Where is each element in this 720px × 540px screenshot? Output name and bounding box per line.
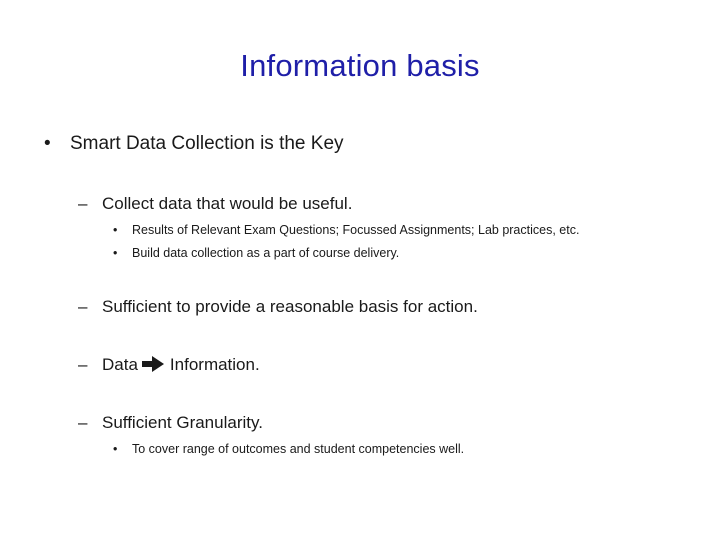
sub-bullet-text: To cover range of outcomes and student competencies well. (132, 442, 465, 456)
dash-item-text: Sufficient to provide a reasonable basis for action. (102, 297, 478, 316)
dash-item-text: Sufficient Granularity. (102, 413, 263, 432)
dash-item-data-information (78, 354, 260, 378)
dash-item-granularity (78, 412, 263, 434)
bullet-icon: • (113, 223, 118, 237)
dash-item-text: Collect data that would be useful. (102, 194, 353, 213)
dash-item-text-information: Information. (169, 355, 260, 374)
sub-bullet-cover-range (113, 441, 464, 457)
slide-title: Information basis (240, 48, 480, 83)
bullet-icon: • (113, 246, 118, 260)
bullet-level1-text: Smart Data Collection is the Key (70, 133, 344, 154)
dash-icon: – (78, 355, 88, 374)
right-arrow-icon (142, 356, 164, 378)
dash-icon: – (78, 413, 88, 432)
dash-item-sufficient-basis (78, 296, 478, 318)
sub-bullet-text: Build data collection as a part of course delivery. (132, 246, 400, 260)
sub-bullet-text: Results of Relevant Exam Questions; Focussed Assignments; Lab practices, etc. (132, 223, 580, 237)
dash-item-collect-data (78, 193, 352, 215)
sub-bullet-build (113, 245, 399, 261)
dash-icon: – (78, 194, 88, 213)
bullet-icon: • (44, 133, 51, 154)
bullet-icon: • (113, 442, 118, 456)
dash-icon: – (78, 297, 88, 316)
dash-item-text-data: Data (102, 355, 138, 374)
bullet-level1 (44, 132, 344, 156)
sub-bullet-results (113, 222, 579, 238)
